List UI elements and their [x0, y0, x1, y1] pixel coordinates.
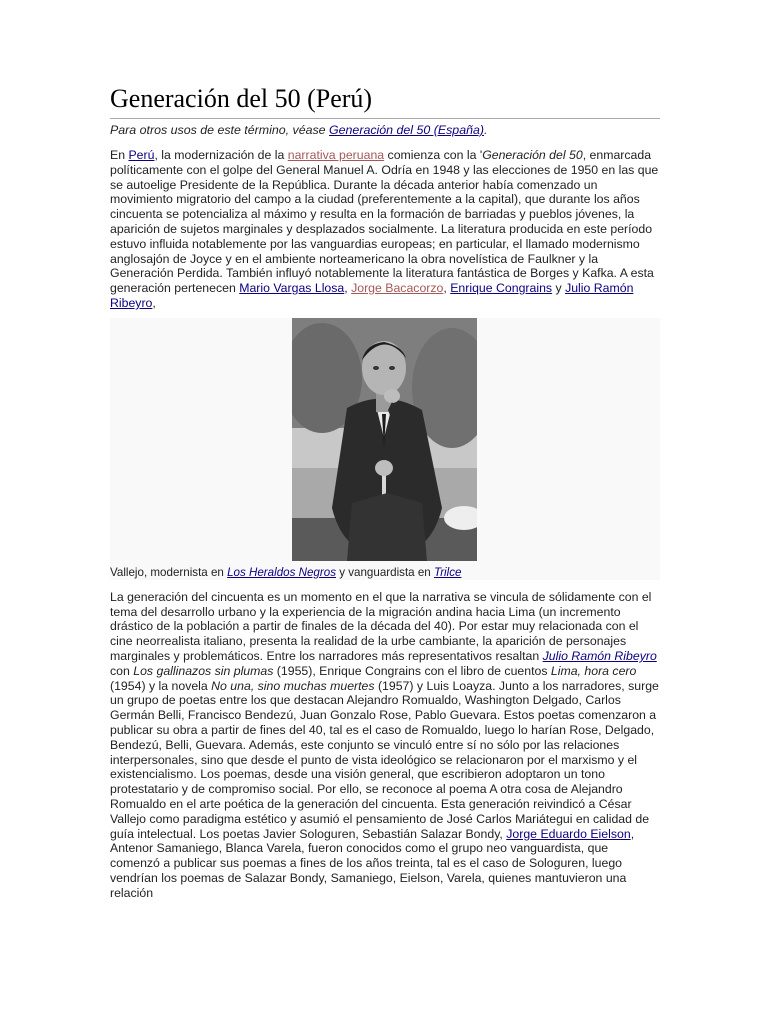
italic-text: Generación del 50	[482, 148, 583, 162]
italic-text: Los gallinazos sin plumas	[133, 663, 274, 678]
figure-caption	[110, 566, 461, 579]
link-trilce[interactable]	[434, 566, 461, 579]
text: con	[110, 663, 134, 678]
link-narrativa-peruana[interactable]: narrativa peruana	[287, 148, 385, 162]
text: La generación del cincuenta es un momento en el que la narrativa se vincula de sólidamente con el tema del desarrollo urbano y la experiencia de la migración andina hacia Lima (un incremento drástico de la población a partir de finales de la década del 40). Por estar muy relacionada con el cine neorrealista italiano, presenta la realidad de la urbe cambiante, la aparición de personajes marginales y problemáticos. Entre los narradores más representativos resaltan	[110, 589, 652, 663]
caption-link-text[interactable]: Los Heraldos Negros	[227, 565, 336, 579]
link-peru[interactable]: Perú	[128, 148, 155, 162]
text: (1954) y la novela	[110, 678, 212, 693]
disambig-suffix: .	[484, 123, 488, 137]
link-los-heraldos-negros[interactable]	[227, 566, 336, 579]
link-jorge-eduardo-eielson[interactable]: Jorge Eduardo Eielson	[506, 826, 631, 841]
italic-text: No una, sino muchas muertes	[211, 678, 375, 693]
disambiguation-note	[110, 123, 660, 138]
link-enrique-congrains[interactable]: Enrique Congrains	[450, 281, 553, 296]
text: ,	[152, 295, 156, 310]
text: , Antenor Samaniego, Blanca Varela, fueron conocidos como el grupo neo vanguardista, que comenzó a publicar sus poemas a fines de los años treinta, tal es el caso de Sologuren, luego vendrían los poemas de Salazar Bondy, Samaniego, Eielson, Varela, quienes mantuvieron una relación	[110, 826, 635, 900]
text: (1955), Enrique Congrains con el libro de cuentos	[273, 663, 551, 678]
caption-text: y vanguardista en	[336, 565, 434, 579]
italic-text: Lima, hora cero	[550, 663, 637, 678]
paragraph-2	[110, 590, 660, 901]
text: ,	[443, 281, 451, 296]
link-text[interactable]: Julio Ramón Ribeyro	[542, 648, 657, 663]
portrait-image	[292, 318, 477, 561]
vallejo-photo[interactable]	[292, 318, 477, 561]
page-title: Generación del 50 (Perú)	[110, 84, 660, 119]
link-julio-ramon-ribeyro-2[interactable]	[543, 649, 657, 663]
text: comienza con la '	[384, 148, 483, 162]
caption-link-text[interactable]: Trilce	[433, 565, 462, 579]
caption-text: Vallejo, modernista en	[110, 565, 228, 579]
paragraph-1	[110, 148, 660, 311]
link-generacion-50-espana[interactable]: Generación del 50 (España)	[329, 123, 484, 137]
figure	[110, 318, 660, 580]
disambig-prefix: Para otros usos de este término, véase	[110, 123, 330, 137]
text: ,	[344, 281, 352, 296]
text: , la modernización de la	[154, 148, 288, 162]
link-mario-vargas-llosa[interactable]: Mario Vargas Llosa	[239, 281, 345, 296]
link-jorge-bacacorzo[interactable]: Jorge Bacacorzo	[351, 281, 444, 296]
text: y	[552, 281, 566, 296]
article	[110, 84, 660, 901]
text: , enmarcada políticamente con el golpe del General Manuel A. Odría en 1948 y las elecciones de 1950 en las que se autoelige Presidente de la República. Durante la década anterior había comenzado un movimiento migratorio del campo a la ciudad (preferentemente a la capital), que durante los años cincuenta se potencializa al máximo y resulta en la formación de barriadas y pueblos jóvenes, la aparición de sujetos marginales y desplazados socialmente. La literatura producida en este período estuvo influida notablemente por las vanguardias europeas; en particular, el llamado modernismo anglosajón de Joyce y en el ambiente norteamericano la obra novelística de Faulkner y la Generación Perdida. También influyó notablemente la literatura fantástica de Borges y Kafka. A esta generación pertenecen	[110, 148, 659, 296]
text: En	[110, 148, 129, 162]
link-julio-ramon-ribeyro[interactable]: Julio Ramón Ribeyro	[110, 281, 634, 310]
text: (1957) y Luis Loayza. Junto a los narradores, surge un grupo de poetas entre los que destacan Alejandro Romualdo, Washington Delgado, Carlos Germán Belli, Francisco Bendezú, Juan Gonzalo Rose, Pablo Guevara. Estos poetas comenzaron a publicar su obra a partir de fines del 40, tal es el caso de Romualdo, luego lo harían Rose, Delgado, Bendezú, Belli, Guevara. Además, este conjunto se vinculó entre sí no sólo por las relaciones interpersonales, sino que desde el punto de vista ideológico se relacionaron por el marxismo y el existencialismo. Los poemas, desde una visión general, que escribieron adoptaron un tono protestatario y de compromiso social. Por ello, se reconoce al poema A otra cosa de Alejandro Romualdo en el arte poética de la generación del cincuenta. Esta generación reivindicó a César Vallejo como paradigma estético y asumió el pensamiento de José Carlos Mariátegui en calidad de guía intelectual. Los poetas Javier Sologuren, Sebastián Salazar Bondy,	[110, 678, 659, 841]
